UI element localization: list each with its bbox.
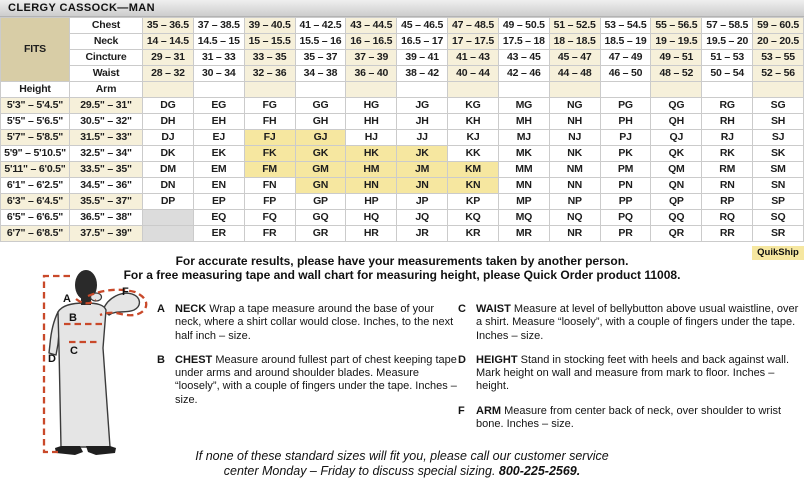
chart-title: CLERGY CASSOCK—MAN: [0, 0, 804, 17]
size-code-cell: NP: [549, 194, 600, 210]
footer-line-2: [167, 464, 637, 479]
measure-value-cell: 33 – 35: [244, 50, 295, 66]
measure-value-cell: 57 – 58.5: [702, 18, 753, 34]
size-code-cell: PM: [600, 162, 651, 178]
instruction-term: ARM: [476, 404, 502, 417]
size-code-cell: DP: [143, 194, 194, 210]
size-code-cell: DM: [143, 162, 194, 178]
size-code-cell: HG: [346, 98, 397, 114]
size-code-cell: FP: [244, 194, 295, 210]
measure-value-cell: 41 – 43: [448, 50, 499, 66]
instruction-term: CHEST: [175, 353, 213, 366]
measure-value-cell: 38 – 42: [397, 66, 448, 82]
measure-value-cell: 37 – 39: [346, 50, 397, 66]
size-code-cell: NH: [549, 114, 600, 130]
size-code-cell: HM: [346, 162, 397, 178]
measure-value-cell: 42 – 46: [498, 66, 549, 82]
instruction-text: NECK Wrap a tape measure around the base of your neck, where a shirt collar would close. Inches, to the next half inch – size.: [175, 303, 454, 342]
measure-value-cell: 39 – 41: [397, 50, 448, 66]
height-range-cell: 6'7" – 6'8.5": [1, 226, 70, 242]
size-code-cell: MN: [498, 178, 549, 194]
size-code-cell: FH: [244, 114, 295, 130]
instruction-item-arm: [458, 405, 800, 432]
size-code-cell: NK: [549, 146, 600, 162]
measure-value-cell: 30 – 34: [193, 66, 244, 82]
arm-range-cell: 32.5" – 34": [70, 146, 143, 162]
measure-value-cell: 36 – 40: [346, 66, 397, 82]
size-code-cell: QN: [651, 178, 702, 194]
size-code-cell: RR: [702, 226, 753, 242]
instructions-right-column: [458, 303, 800, 442]
measure-value-cell: 53 – 55: [753, 50, 804, 66]
measure-value-cell: 47 – 48.5: [448, 18, 499, 34]
measure-value-cell: 17 – 17.5: [448, 34, 499, 50]
arm-range-cell: 31.5" – 33": [70, 130, 143, 146]
measure-value-cell: 37 – 38.5: [193, 18, 244, 34]
size-code-cell: KR: [448, 226, 499, 242]
measure-value-cell: 45 – 47: [549, 50, 600, 66]
size-row: [1, 114, 804, 130]
instructions-left-column: [157, 303, 457, 418]
size-row: [1, 146, 804, 162]
stripe-cell: [498, 82, 549, 98]
size-code-cell: GM: [295, 162, 346, 178]
height-range-cell: 5'3" – 5'4.5": [1, 98, 70, 114]
size-code-cell: PR: [600, 226, 651, 242]
arm-range-cell: 37.5" – 39": [70, 226, 143, 242]
size-row: [1, 178, 804, 194]
instruction-letter: A: [157, 303, 165, 315]
size-code-cell: SK: [753, 146, 804, 162]
size-code-cell: DH: [143, 114, 194, 130]
measure-value-cell: 49 – 50.5: [498, 18, 549, 34]
measure-value-cell: 52 – 56: [753, 66, 804, 82]
size-code-cell: NN: [549, 178, 600, 194]
instruction-letter: F: [458, 404, 465, 417]
measure-value-cell: 50 – 54: [702, 66, 753, 82]
instruction-text: HEIGHT Stand in stocking feet with heels and back against wall. Mark height on wall and measure from mark to floor. Inches – height.: [476, 353, 790, 393]
size-code-cell: DN: [143, 178, 194, 194]
figure-label-c: C: [70, 345, 78, 357]
size-code-cell: EQ: [193, 210, 244, 226]
measure-value-cell: 16 – 16.5: [346, 34, 397, 50]
size-row: [1, 98, 804, 114]
instruction-letter: C: [458, 303, 466, 315]
size-code-cell: KH: [448, 114, 499, 130]
size-code-cell: MH: [498, 114, 549, 130]
size-code-cell: FR: [244, 226, 295, 242]
size-code-cell: DG: [143, 98, 194, 114]
size-code-cell: NJ: [549, 130, 600, 146]
size-row: [1, 210, 804, 226]
size-code-cell: JR: [397, 226, 448, 242]
instruction-item-height: [458, 354, 800, 394]
stripe-cell: [193, 82, 244, 98]
size-code-cell: QR: [651, 226, 702, 242]
empty-size-cell: [143, 210, 194, 226]
height-range-cell: 5'5" – 5'6.5": [1, 114, 70, 130]
measure-value-cell: 47 – 49: [600, 50, 651, 66]
size-row: [1, 226, 804, 242]
size-row: [1, 194, 804, 210]
measure-value-cell: 43 – 44.5: [346, 18, 397, 34]
size-code-cell: JG: [397, 98, 448, 114]
size-code-cell: QH: [651, 114, 702, 130]
measure-label: Cincture: [70, 50, 143, 66]
stripe-cell: [143, 82, 194, 98]
measure-value-cell: 16.5 – 17: [397, 34, 448, 50]
stripe-cell: [549, 82, 600, 98]
phone-number: 800-225-2569.: [498, 464, 581, 478]
size-row: [1, 130, 804, 146]
measure-value-cell: 43 – 45: [498, 50, 549, 66]
size-code-cell: MR: [498, 226, 549, 242]
size-code-cell: EN: [193, 178, 244, 194]
size-code-cell: HP: [346, 194, 397, 210]
height-range-cell: 5'7" – 5'8.5": [1, 130, 70, 146]
stripe-cell: [346, 82, 397, 98]
size-code-cell: RQ: [702, 210, 753, 226]
size-code-cell: KM: [448, 162, 499, 178]
size-code-cell: RG: [702, 98, 753, 114]
size-code-cell: ER: [193, 226, 244, 242]
fits-label: FITS: [1, 18, 70, 82]
size-table: [0, 17, 804, 242]
height-range-cell: 5'11" – 6'0.5": [1, 162, 70, 178]
stripe-cell: [244, 82, 295, 98]
measure-value-cell: 19 – 19.5: [651, 34, 702, 50]
size-code-cell: RN: [702, 178, 753, 194]
measure-label: Waist: [70, 66, 143, 82]
size-code-cell: QG: [651, 98, 702, 114]
size-code-cell: GH: [295, 114, 346, 130]
size-code-cell: EG: [193, 98, 244, 114]
arm-range-cell: 33.5" – 35": [70, 162, 143, 178]
stripe-cell: [702, 82, 753, 98]
measure-value-cell: 59 – 60.5: [753, 18, 804, 34]
height-range-cell: 6'1" – 6'2.5": [1, 178, 70, 194]
size-code-cell: SJ: [753, 130, 804, 146]
instruction-term: NECK: [175, 303, 207, 315]
size-code-cell: PN: [600, 178, 651, 194]
size-code-cell: JJ: [397, 130, 448, 146]
height-range-cell: 6'5" – 6'6.5": [1, 210, 70, 226]
size-table-body: [1, 18, 804, 242]
instruction-text: WAIST Measure at level of bellybutton above usual waistline, over a shirt. Measure “loosely”, with a couple of fingers under the tape. Inches – size.: [476, 303, 799, 342]
size-code-cell: GQ: [295, 210, 346, 226]
arm-range-cell: 36.5" – 38": [70, 210, 143, 226]
measure-value-cell: 18.5 – 19: [600, 34, 651, 50]
instruction-item-chest: [157, 354, 457, 407]
measure-row-chest: [1, 18, 804, 34]
arm-header: Arm: [70, 82, 143, 98]
measure-value-cell: 32 – 36: [244, 66, 295, 82]
height-range-cell: 6'3" – 6'4.5": [1, 194, 70, 210]
size-code-cell: NR: [549, 226, 600, 242]
measure-value-cell: 28 – 32: [143, 66, 194, 82]
size-code-cell: DJ: [143, 130, 194, 146]
size-row: [1, 162, 804, 178]
size-code-cell: SH: [753, 114, 804, 130]
size-code-cell: GN: [295, 178, 346, 194]
height-arm-header-row: [1, 82, 804, 98]
footer-line-2-text: center Monday – Friday to discuss special sizing.: [223, 464, 496, 478]
measure-value-cell: 15.5 – 16: [295, 34, 346, 50]
size-code-cell: KN: [448, 178, 499, 194]
stripe-cell: [651, 82, 702, 98]
size-code-cell: EM: [193, 162, 244, 178]
figure-label-f: F: [122, 286, 129, 298]
measure-label: Neck: [70, 34, 143, 50]
size-code-cell: HN: [346, 178, 397, 194]
instruction-term: HEIGHT: [476, 353, 518, 366]
size-code-cell: QQ: [651, 210, 702, 226]
instruction-item-neck: [157, 303, 457, 343]
size-code-cell: MJ: [498, 130, 549, 146]
special-sizing-note: [167, 449, 637, 479]
size-code-cell: QP: [651, 194, 702, 210]
size-code-cell: SM: [753, 162, 804, 178]
size-code-cell: HK: [346, 146, 397, 162]
measure-row-waist: [1, 66, 804, 82]
size-code-cell: HJ: [346, 130, 397, 146]
size-code-cell: JP: [397, 194, 448, 210]
measure-value-cell: 49 – 51: [651, 50, 702, 66]
measure-value-cell: 41 – 42.5: [295, 18, 346, 34]
size-code-cell: NQ: [549, 210, 600, 226]
size-code-cell: RP: [702, 194, 753, 210]
measure-label: Chest: [70, 18, 143, 34]
measure-value-cell: 48 – 52: [651, 66, 702, 82]
size-code-cell: JQ: [397, 210, 448, 226]
size-code-cell: HQ: [346, 210, 397, 226]
instruction-letter: D: [458, 353, 466, 366]
size-code-cell: PJ: [600, 130, 651, 146]
measure-row-neck: [1, 34, 804, 50]
size-code-cell: JH: [397, 114, 448, 130]
size-code-cell: KQ: [448, 210, 499, 226]
arm-range-cell: 35.5" – 37": [70, 194, 143, 210]
measure-value-cell: 51 – 52.5: [549, 18, 600, 34]
measure-value-cell: 14.5 – 15: [193, 34, 244, 50]
size-code-cell: SN: [753, 178, 804, 194]
size-code-cell: QJ: [651, 130, 702, 146]
size-code-cell: SG: [753, 98, 804, 114]
height-header: Height: [1, 82, 70, 98]
measure-value-cell: 55 – 56.5: [651, 18, 702, 34]
size-code-cell: GR: [295, 226, 346, 242]
size-code-cell: FJ: [244, 130, 295, 146]
size-code-cell: NM: [549, 162, 600, 178]
measure-row-cincture: [1, 50, 804, 66]
size-code-cell: PG: [600, 98, 651, 114]
cassock-figure: [28, 266, 163, 466]
size-code-cell: JN: [397, 178, 448, 194]
measure-value-cell: 46 – 50: [600, 66, 651, 82]
quickship-badge: QuikShip: [752, 246, 804, 260]
size-code-cell: JK: [397, 146, 448, 162]
size-code-cell: SP: [753, 194, 804, 210]
instruction-letter: B: [157, 353, 165, 366]
stripe-cell: [295, 82, 346, 98]
size-code-cell: MK: [498, 146, 549, 162]
size-code-cell: KP: [448, 194, 499, 210]
measure-value-cell: 29 – 31: [143, 50, 194, 66]
size-code-cell: PP: [600, 194, 651, 210]
size-code-cell: GK: [295, 146, 346, 162]
stripe-cell: [753, 82, 804, 98]
size-code-cell: RM: [702, 162, 753, 178]
cassock-silhouette: [49, 293, 139, 447]
size-code-cell: SR: [753, 226, 804, 242]
arm-range-cell: 34.5" – 36": [70, 178, 143, 194]
measure-value-cell: 44 – 48: [549, 66, 600, 82]
measure-value-cell: 15 – 15.5: [244, 34, 295, 50]
instruction-text: CHEST Measure around fullest part of chest keeping tape under arms and around shoulder blades. Measure “loosely”, with a couple of fingers under the tape. Inches – size.: [175, 353, 457, 406]
measure-value-cell: 19.5 – 20: [702, 34, 753, 50]
size-code-cell: KK: [448, 146, 499, 162]
size-code-cell: QM: [651, 162, 702, 178]
measure-value-cell: 35 – 37: [295, 50, 346, 66]
measure-value-cell: 39 – 40.5: [244, 18, 295, 34]
measure-value-cell: 18 – 18.5: [549, 34, 600, 50]
size-code-cell: FM: [244, 162, 295, 178]
measure-value-cell: 45 – 46.5: [397, 18, 448, 34]
size-code-cell: RH: [702, 114, 753, 130]
size-code-cell: EK: [193, 146, 244, 162]
stripe-cell: [600, 82, 651, 98]
measure-value-cell: 14 – 14.5: [143, 34, 194, 50]
height-range-cell: 5'9" – 5'10.5": [1, 146, 70, 162]
size-code-cell: FG: [244, 98, 295, 114]
measure-value-cell: 51 – 53: [702, 50, 753, 66]
arm-range-cell: 29.5" – 31": [70, 98, 143, 114]
size-code-cell: JM: [397, 162, 448, 178]
size-code-cell: MM: [498, 162, 549, 178]
notes-line-1: For accurate results, please have your measurements taken by another person.: [175, 254, 629, 268]
size-code-cell: RJ: [702, 130, 753, 146]
figure-label-b: B: [69, 312, 77, 324]
size-code-cell: PK: [600, 146, 651, 162]
measure-value-cell: 17.5 – 18: [498, 34, 549, 50]
measure-value-cell: 34 – 38: [295, 66, 346, 82]
figure-label-a: A: [63, 293, 71, 305]
size-code-cell: NG: [549, 98, 600, 114]
notes-line-2: For a free measuring tape and wall chart for measuring height, please Quick Order product 11008.: [123, 268, 681, 282]
size-code-cell: FK: [244, 146, 295, 162]
stripe-cell: [448, 82, 499, 98]
empty-size-cell: [143, 226, 194, 242]
measure-value-cell: 20 – 20.5: [753, 34, 804, 50]
stripe-cell: [397, 82, 448, 98]
size-code-cell: PH: [600, 114, 651, 130]
footer-line-1: If none of these standard sizes will fit you, please call our customer service: [195, 449, 609, 463]
size-code-cell: FQ: [244, 210, 295, 226]
size-code-cell: HR: [346, 226, 397, 242]
size-code-cell: DK: [143, 146, 194, 162]
size-code-cell: RK: [702, 146, 753, 162]
size-code-cell: KJ: [448, 130, 499, 146]
size-code-cell: EH: [193, 114, 244, 130]
arm-range-cell: 30.5" – 32": [70, 114, 143, 130]
size-code-cell: HH: [346, 114, 397, 130]
size-code-cell: MG: [498, 98, 549, 114]
size-code-cell: GJ: [295, 130, 346, 146]
size-code-cell: KG: [448, 98, 499, 114]
size-code-cell: MQ: [498, 210, 549, 226]
instruction-item-waist: [458, 303, 800, 343]
instruction-text: ARM Measure from center back of neck, over shoulder to wrist bone. Inches – size.: [476, 404, 782, 431]
instruction-term: WAIST: [476, 303, 511, 315]
figure-label-d: D: [48, 353, 56, 365]
size-code-cell: FN: [244, 178, 295, 194]
size-code-cell: GP: [295, 194, 346, 210]
size-code-cell: SQ: [753, 210, 804, 226]
measure-value-cell: 40 – 44: [448, 66, 499, 82]
measure-value-cell: 53 – 54.5: [600, 18, 651, 34]
size-code-cell: PQ: [600, 210, 651, 226]
size-code-cell: EJ: [193, 130, 244, 146]
measure-value-cell: 31 – 33: [193, 50, 244, 66]
size-code-cell: QK: [651, 146, 702, 162]
size-code-cell: MP: [498, 194, 549, 210]
measure-value-cell: 35 – 36.5: [143, 18, 194, 34]
cassock-figure-svg: [28, 266, 163, 466]
size-code-cell: GG: [295, 98, 346, 114]
size-code-cell: EP: [193, 194, 244, 210]
